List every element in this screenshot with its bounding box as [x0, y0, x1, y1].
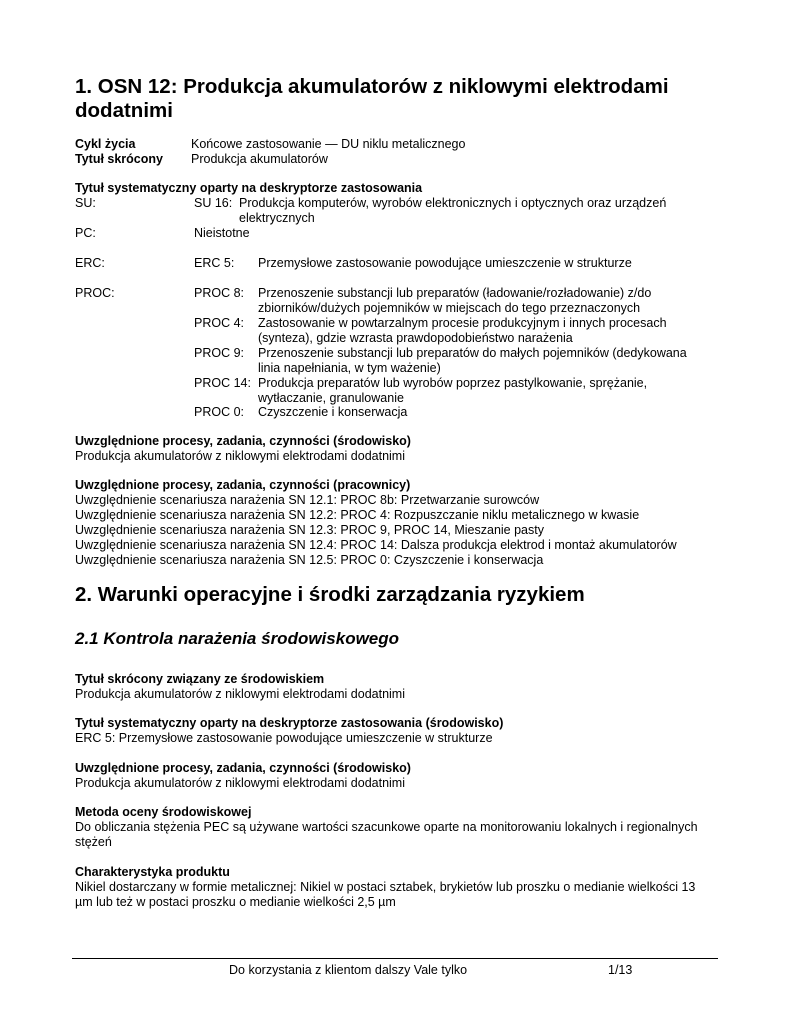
- lifecycle-value: Końcowe zastosowanie — DU niklu metalicznego: [191, 137, 466, 151]
- short-title-value: Produkcja akumulatorów: [191, 152, 328, 166]
- worker-scenario-line: Uwzględnienie scenariusza narażenia SN 12.3: PROC 9, PROC 14, Mieszanie pasty: [75, 523, 544, 537]
- erc-label: ERC:: [75, 256, 105, 270]
- section-2-1-title: 2.1 Kontrola narażenia środowiskowego: [75, 629, 400, 648]
- footer-divider: [72, 958, 718, 959]
- block-heading: Tytuł systematyczny oparty na deskryptorze zastosowania (środowisko): [75, 716, 504, 730]
- erc-description: Przemysłowe zastosowanie powodujące umieszczenie w strukturze: [258, 256, 632, 270]
- proc-row: [75, 346, 715, 376]
- systematic-heading: Tytuł systematyczny oparty na deskryptorze zastosowania: [75, 181, 423, 195]
- page-number: 1/13: [608, 963, 633, 977]
- section-2-title: 2. Warunki operacyjne i środki zarządzania ryzykiem: [75, 583, 585, 606]
- proc-row: [75, 316, 715, 346]
- su-code: SU 16:: [194, 196, 233, 210]
- footer-text: Do korzystania z klientom dalszy Vale tylko: [229, 963, 468, 977]
- worker-scenario-line: Uwzględnienie scenariusza narażenia SN 12.2: PROC 4: Rozpuszczanie niklu metalicznego w kwasie: [75, 508, 640, 522]
- short-title-label: Tytuł skrócony: [75, 152, 163, 166]
- pc-value: Nieistotne: [194, 226, 250, 240]
- block-text: Nikiel dostarczany w formie metalicznej: Nikiel w postaci sztabek, brykietów lub proszku o medianie wielkości 13 µm lub też w postaci proszku o medianie wielkości 2,5 µm: [75, 880, 696, 909]
- section-1-title: 1. OSN 12: Produkcja akumulatorów z niklowymi elektrodami dodatnimi: [75, 75, 669, 122]
- block-text: Produkcja akumulatorów z niklowymi elektrodami dodatnimi: [75, 687, 405, 701]
- su-row: [75, 196, 715, 226]
- su-label: SU:: [75, 196, 96, 210]
- proc-code: PROC 0:: [194, 405, 245, 419]
- worker-scenario-line: Uwzględnienie scenariusza narażenia SN 12.5: PROC 0: Czyszczenie i konserwacja: [75, 553, 544, 567]
- proc-code: PROC 4:: [194, 316, 245, 330]
- worker-processes-heading: Uwzględnione procesy, zadania, czynności (pracownicy): [75, 478, 411, 492]
- proc-description: Przenoszenie substancji lub preparatów (ładowanie/rozładowanie) z/do zbiorników/dużych pojemników w miejscach do tego przeznaczonych: [258, 286, 652, 315]
- env-processes-value: Produkcja akumulatorów z niklowymi elektrodami dodatnimi: [75, 449, 405, 463]
- proc-description: Zastosowanie w powtarzalnym procesie produkcyjnym i innych procesach (synteza), gdzie wzrasta prawdopodobieństwo narażenia: [258, 316, 667, 345]
- proc-code: PROC 8:: [194, 286, 245, 300]
- proc-description: Przenoszenie substancji lub preparatów do małych pojemników (dedykowana linia napełniania, w tym ważenie): [258, 346, 687, 375]
- proc-description: Czyszczenie i konserwacja: [258, 405, 408, 419]
- proc-label: PROC:: [75, 286, 115, 300]
- block-text: ERC 5: Przemysłowe zastosowanie powodujące umieszczenie w strukturze: [75, 731, 493, 745]
- worker-scenario-line: Uwzględnienie scenariusza narażenia SN 12.4: PROC 14: Dalsza produkcja elektrod i montaż akumulatorów: [75, 538, 677, 552]
- block-heading: Metoda oceny środowiskowej: [75, 805, 252, 819]
- proc-row: [75, 286, 715, 316]
- block-heading: Tytuł skrócony związany ze środowiskiem: [75, 672, 325, 686]
- worker-scenario-line: Uwzględnienie scenariusza narażenia SN 12.1: PROC 8b: Przetwarzanie surowców: [75, 493, 540, 507]
- block-heading: Uwzględnione procesy, zadania, czynności (środowisko): [75, 761, 411, 775]
- lifecycle-label: Cykl życia: [75, 137, 136, 151]
- pc-label: PC:: [75, 226, 96, 240]
- proc-description: Produkcja preparatów lub wyrobów poprzez pastylkowanie, sprężanie, wytłaczanie, granulowanie: [258, 376, 648, 405]
- block-text: Do obliczania stężenia PEC są używane wartości szacunkowe oparte na monitorowaniu lokalnych i regionalnych stężeń: [75, 820, 698, 849]
- su-desc-text: Produkcja komputerów, wyrobów elektronicznych i optycznych oraz urządzeń elektrycznych: [239, 196, 667, 225]
- env-processes-heading: Uwzględnione procesy, zadania, czynności (środowisko): [75, 434, 411, 448]
- su-description: [239, 196, 709, 226]
- erc-code: ERC 5:: [194, 256, 235, 270]
- block-text: Produkcja akumulatorów z niklowymi elektrodami dodatnimi: [75, 776, 405, 790]
- proc-row: [75, 376, 715, 406]
- block-heading: Charakterystyka produktu: [75, 865, 230, 879]
- proc-code: PROC 9:: [194, 346, 245, 360]
- proc-code: PROC 14:: [194, 376, 251, 390]
